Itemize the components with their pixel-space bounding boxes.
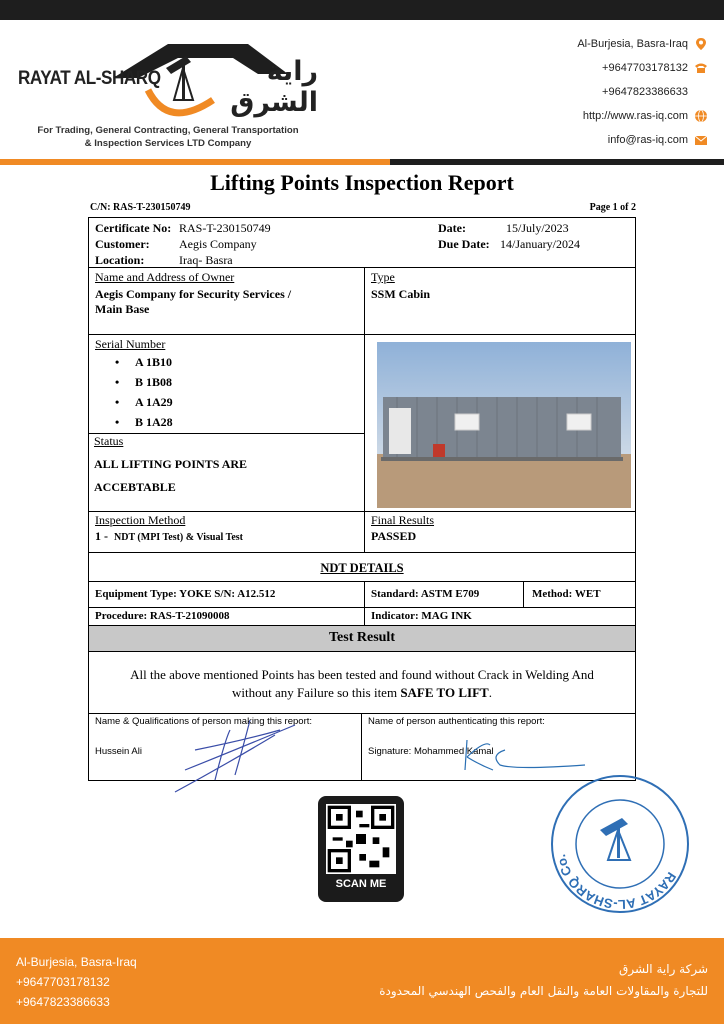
- final-results-cell: [364, 511, 636, 553]
- final-results-label: Final Results: [371, 513, 435, 527]
- type-value: SSM Cabin: [371, 287, 431, 301]
- report-meta: [90, 202, 636, 213]
- tagline-line-1: For Trading, General Contracting, General Transportation: [37, 125, 299, 136]
- inspection-method-label: Inspection Method: [95, 513, 186, 527]
- footer-arabic: [379, 958, 708, 1002]
- address-text: Al-Burjesia, Basra-Iraq: [577, 38, 688, 50]
- company-name-en: RAYAT AL-SHARQ: [18, 68, 161, 89]
- website-link[interactable]: http://www.ras-iq.com: [582, 110, 688, 122]
- contact-phone-1: [577, 56, 708, 80]
- serial-item: • A 1B10: [115, 355, 173, 369]
- location-pin-icon: [694, 37, 708, 51]
- result-text-line-1: All the above mentioned Points has been tested and found without Crack in Welding And: [130, 667, 594, 682]
- method-number: 1 -: [95, 529, 108, 543]
- svg-text:RAYAT AL-SHARQ Co.: RAYAT AL-SHARQ Co.: [553, 853, 680, 913]
- method-wet-value: Method: WET: [532, 588, 601, 600]
- person-label: Name & Qualifications of person making this report:: [95, 716, 313, 727]
- status-value-line-1: ALL LIFTING POINTS ARE: [94, 457, 248, 471]
- footer-phone-2[interactable]: +9647823386633: [16, 995, 110, 1009]
- due-date-label: Due Date:: [438, 237, 490, 251]
- date-value: 15/July/2023: [506, 221, 569, 235]
- cabin-photo: [377, 342, 631, 508]
- company-logo: [18, 30, 318, 130]
- divider-orange: [0, 159, 390, 165]
- report-title: Lifting Points Inspection Report: [210, 170, 514, 195]
- standard-cell: [364, 581, 524, 608]
- globe-icon: [694, 109, 708, 123]
- status-value-line-2: ACCEBTABLE: [94, 480, 176, 494]
- scan-me-label: SCAN ME: [335, 878, 387, 890]
- location-value: Iraq- Basra: [179, 253, 233, 267]
- equipment-type: Equipment Type: YOKE S/N: A12.512: [95, 588, 276, 600]
- footer-phone-1[interactable]: +9647703178132: [16, 975, 110, 989]
- contact-address: [577, 32, 708, 56]
- header-contacts: [577, 32, 708, 152]
- customer-label: Customer:: [95, 237, 150, 251]
- ndt-details-title: NDT DETAILS: [320, 561, 404, 575]
- inspection-method-cell: [88, 511, 365, 553]
- final-results-value: PASSED: [371, 529, 417, 543]
- serial-item: • A 1A29: [115, 395, 173, 409]
- qr-code[interactable]: [318, 796, 404, 902]
- email-link[interactable]: info@ras-iq.com: [607, 134, 688, 146]
- safe-to-lift: SAFE TO LIFT: [400, 685, 489, 700]
- type-cell: [364, 267, 636, 335]
- page-number: Page 1 of 2: [589, 202, 636, 213]
- cn-number: C/N: RAS-T-230150749: [90, 202, 191, 213]
- spacer: [694, 85, 708, 99]
- indicator-cell: [364, 607, 636, 626]
- due-date-value: 14/January/2024: [500, 237, 580, 251]
- auth-value: Signature: Mohammed Kamal: [368, 746, 494, 757]
- phone-2-text[interactable]: +9647823386633: [602, 86, 688, 98]
- person-value: Hussein Ali: [95, 746, 142, 757]
- auth-label: Name of person authenticating this report:: [368, 716, 545, 727]
- serial-item: • B 1A28: [115, 415, 173, 429]
- top-dark-bar: [0, 0, 724, 20]
- cert-label: Certificate No:: [95, 221, 172, 235]
- letterhead: [0, 20, 724, 160]
- method-value: NDT (MPI Test) & Visual Test: [114, 532, 244, 543]
- qr-pattern: [326, 804, 396, 874]
- cert-value: RAS-T-230150749: [179, 221, 271, 235]
- footer-address: Al-Burjesia, Basra-Iraq: [16, 955, 137, 969]
- serial-list: [115, 352, 358, 432]
- company-stamp: [548, 772, 693, 917]
- location-label: Location:: [95, 253, 145, 267]
- footer: [0, 938, 724, 1024]
- serial-label: Serial Number: [95, 337, 166, 351]
- owner-value-line-2: Main Base: [95, 302, 150, 316]
- procedure-cell: [88, 607, 365, 626]
- company-name-ar: راية الشرق: [230, 56, 318, 118]
- certificate-info-cell: [88, 217, 636, 268]
- test-result-header: [88, 625, 636, 652]
- method-wet-cell: [523, 581, 636, 608]
- result-text-line-2: without any Failure so this item: [232, 685, 401, 700]
- status-label: Status: [94, 434, 124, 448]
- ndt-title-cell: [88, 552, 636, 582]
- tagline-line-2: & Inspection Services LTD Company: [84, 138, 252, 149]
- phone-1-text[interactable]: +9647703178132: [602, 62, 688, 74]
- footer-ar-line-2: للتجارة والمقاولات العامة والنقل العام والفحص الهندسي المحدودة: [379, 984, 708, 998]
- date-label: Date:: [438, 221, 466, 235]
- customer-value: Aegis Company: [179, 237, 257, 251]
- owner-label: Name and Address of Owner: [95, 270, 235, 284]
- divider-dark: [390, 159, 724, 165]
- footer-ar-line-1: شركة راية الشرق: [619, 962, 708, 976]
- equipment-cell: [88, 581, 365, 608]
- status-block: [94, 434, 247, 495]
- company-tagline: [18, 124, 318, 150]
- contact-email: [577, 128, 708, 152]
- envelope-icon: [694, 133, 708, 147]
- test-result-body: [88, 651, 636, 714]
- telephone-icon: [694, 61, 708, 75]
- procedure-value: Procedure: RAS-T-21090008: [95, 610, 230, 622]
- signature-hussein: [165, 710, 305, 800]
- contact-website: [577, 104, 708, 128]
- type-label: Type: [371, 270, 395, 284]
- footer-contacts: [16, 952, 137, 1012]
- standard-value: Standard: ASTM E709: [371, 588, 480, 600]
- owner-value-line-1: Aegis Company for Security Services /: [95, 287, 292, 301]
- photo-cell: [364, 334, 636, 512]
- contact-phone-2: [577, 80, 708, 104]
- result-text-end: .: [488, 685, 492, 700]
- indicator-value: Indicator: MAG INK: [371, 610, 472, 622]
- serial-item: • B 1B08: [115, 375, 173, 389]
- owner-cell: [88, 267, 365, 335]
- test-result-title: Test Result: [329, 630, 395, 645]
